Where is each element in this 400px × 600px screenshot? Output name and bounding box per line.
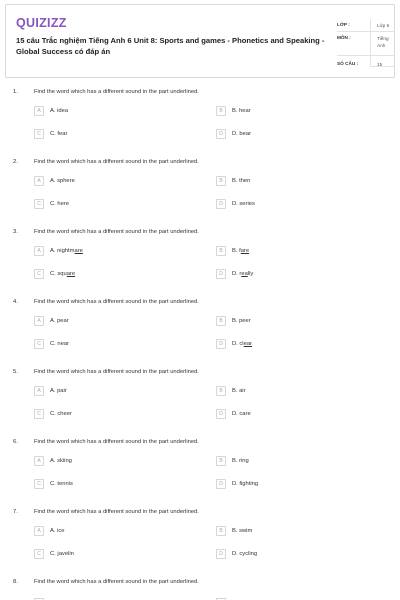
question-item bbox=[0, 439, 400, 507]
option-label bbox=[232, 108, 251, 114]
answer-option[interactable] bbox=[216, 526, 252, 536]
option-label bbox=[50, 551, 74, 557]
answer-option[interactable] bbox=[216, 549, 257, 559]
option-label bbox=[232, 201, 255, 207]
option-letter-badge: D bbox=[216, 269, 226, 279]
meta-table bbox=[337, 19, 395, 73]
option-letter-badge: D bbox=[216, 339, 226, 349]
option-label bbox=[232, 458, 249, 464]
question-number: 7. bbox=[13, 509, 18, 515]
option-letter-badge: A bbox=[34, 316, 44, 326]
option-label bbox=[232, 318, 251, 324]
answer-option[interactable] bbox=[216, 106, 251, 116]
option-label bbox=[232, 411, 251, 417]
option-letter-badge: C bbox=[34, 549, 44, 559]
question-prompt: Find the word which has a different sound in the part underlined. bbox=[34, 299, 199, 305]
option-text: C. javelin bbox=[50, 551, 74, 557]
option-text: B. hear bbox=[232, 108, 251, 114]
class-label: LỚP : bbox=[337, 22, 350, 27]
question-item bbox=[0, 299, 400, 367]
option-text: D. bear bbox=[232, 131, 252, 137]
answer-option[interactable] bbox=[34, 479, 73, 489]
option-letter-badge: B bbox=[216, 386, 226, 396]
answer-option[interactable] bbox=[34, 269, 75, 279]
option-letter-badge: D bbox=[216, 479, 226, 489]
meta-class-row bbox=[337, 19, 395, 32]
answer-option[interactable] bbox=[34, 129, 67, 139]
option-label bbox=[50, 271, 75, 277]
option-label bbox=[50, 131, 67, 137]
option-text: C. squ bbox=[50, 271, 67, 277]
option-text: C. here bbox=[50, 201, 70, 207]
option-text: A. skiing bbox=[50, 458, 72, 464]
subject-value: Tiếng Anh bbox=[370, 32, 395, 55]
underlined-part: are bbox=[240, 248, 250, 254]
quizizz-logo: QUIZIZZ bbox=[16, 16, 67, 30]
question-item bbox=[0, 159, 400, 227]
option-label bbox=[50, 341, 69, 347]
option-text: D. cl bbox=[232, 341, 244, 347]
option-label bbox=[50, 388, 67, 394]
meta-count-row bbox=[337, 56, 395, 73]
option-label bbox=[50, 411, 72, 417]
option-label bbox=[50, 248, 83, 254]
option-letter-badge: D bbox=[216, 549, 226, 559]
answer-option[interactable] bbox=[34, 316, 69, 326]
answer-option[interactable] bbox=[34, 549, 74, 559]
answer-option[interactable] bbox=[216, 456, 249, 466]
option-letter-badge: B bbox=[216, 316, 226, 326]
option-text: B. f bbox=[232, 248, 241, 254]
option-text: B. then bbox=[232, 178, 251, 184]
option-letter-badge: C bbox=[34, 269, 44, 279]
option-letter-badge: C bbox=[34, 479, 44, 489]
question-prompt: Find the word which has a different sound in the part underlined. bbox=[34, 369, 199, 375]
question-prompt: Find the word which has a different sound in the part underlined. bbox=[34, 509, 199, 515]
answer-option[interactable] bbox=[34, 246, 83, 256]
question-item bbox=[0, 229, 400, 297]
answer-option[interactable] bbox=[216, 339, 252, 349]
answer-option[interactable] bbox=[216, 176, 250, 186]
option-letter-badge: A bbox=[34, 456, 44, 466]
option-label bbox=[232, 178, 250, 184]
question-item bbox=[0, 509, 400, 577]
option-text: D. series bbox=[232, 201, 255, 207]
question-number: 8. bbox=[13, 579, 18, 585]
answer-option[interactable] bbox=[216, 386, 246, 396]
question-number: 3. bbox=[13, 229, 18, 235]
answer-option[interactable] bbox=[216, 479, 258, 489]
answer-option[interactable] bbox=[216, 129, 251, 139]
answer-option[interactable] bbox=[216, 199, 255, 209]
count-label: SỐ CÂU : bbox=[337, 61, 359, 66]
underlined-part: are bbox=[74, 248, 83, 254]
option-text: B. ring bbox=[232, 458, 249, 464]
question-number: 4. bbox=[13, 299, 18, 305]
option-label bbox=[50, 178, 75, 184]
class-value: Lớp 6 bbox=[370, 19, 395, 31]
option-letter-badge: A bbox=[34, 176, 44, 186]
option-text: B. air bbox=[232, 388, 246, 394]
option-text: D. fighting bbox=[232, 481, 259, 487]
answer-option[interactable] bbox=[34, 106, 68, 116]
option-text: C. cheer bbox=[50, 411, 72, 417]
subject-label: MÔN : bbox=[337, 35, 351, 40]
option-label bbox=[232, 341, 252, 347]
question-number: 1. bbox=[13, 89, 18, 95]
answer-option[interactable] bbox=[34, 339, 69, 349]
question-number: 2. bbox=[13, 159, 18, 165]
answer-option[interactable] bbox=[34, 386, 67, 396]
answer-option[interactable] bbox=[216, 246, 249, 256]
answer-option[interactable] bbox=[34, 526, 65, 536]
meta-subject-row bbox=[337, 32, 395, 56]
question-prompt: Find the word which has a different sound in the part underlined. bbox=[34, 579, 199, 585]
option-label bbox=[50, 318, 69, 324]
option-label bbox=[232, 388, 246, 394]
option-label bbox=[232, 481, 258, 487]
option-label bbox=[50, 481, 73, 487]
count-value: 15 bbox=[370, 56, 395, 67]
option-label bbox=[232, 528, 252, 534]
option-text: C. near bbox=[50, 341, 70, 347]
answer-option[interactable] bbox=[216, 409, 251, 419]
option-letter-badge: B bbox=[216, 246, 226, 256]
option-text: D. cycling bbox=[232, 551, 258, 557]
option-label bbox=[232, 551, 257, 557]
option-text: A. idea bbox=[50, 108, 69, 114]
option-label bbox=[50, 528, 65, 534]
option-label bbox=[232, 271, 253, 277]
answer-option[interactable] bbox=[216, 316, 251, 326]
option-letter-badge: B bbox=[216, 456, 226, 466]
question-item bbox=[0, 89, 400, 157]
option-text: A. nightm bbox=[50, 248, 75, 254]
answer-option[interactable] bbox=[34, 409, 72, 419]
option-text: A. ice bbox=[50, 528, 65, 534]
underlined-part: ear bbox=[243, 341, 252, 347]
question-number: 5. bbox=[13, 369, 18, 375]
option-letter-badge: C bbox=[34, 129, 44, 139]
option-letter-badge: C bbox=[34, 339, 44, 349]
option-letter-badge: D bbox=[216, 129, 226, 139]
option-letter-badge: B bbox=[216, 106, 226, 116]
option-letter-badge: D bbox=[216, 199, 226, 209]
option-letter-badge: A bbox=[34, 106, 44, 116]
option-text: C. fear bbox=[50, 131, 68, 137]
worksheet-header bbox=[5, 4, 395, 78]
option-letter-badge: A bbox=[34, 526, 44, 536]
answer-option[interactable] bbox=[34, 456, 72, 466]
option-text: B. peer bbox=[232, 318, 251, 324]
option-text: B. swim bbox=[232, 528, 253, 534]
underlined-part: are bbox=[66, 271, 76, 277]
answer-option[interactable] bbox=[216, 269, 253, 279]
option-label bbox=[50, 201, 69, 207]
answer-option[interactable] bbox=[34, 199, 69, 209]
option-letter-badge: C bbox=[34, 409, 44, 419]
question-prompt: Find the word which has a different sound in the part underlined. bbox=[34, 439, 199, 445]
option-text: D. care bbox=[232, 411, 251, 417]
option-text: A. sphere bbox=[50, 178, 75, 184]
option-letter-badge: A bbox=[34, 246, 44, 256]
question-prompt: Find the word which has a different sound in the part underlined. bbox=[34, 89, 199, 95]
option-label bbox=[232, 131, 251, 137]
question-number: 6. bbox=[13, 439, 18, 445]
question-item bbox=[0, 579, 400, 600]
option-label bbox=[50, 458, 72, 464]
option-letter-badge: C bbox=[34, 199, 44, 209]
option-label bbox=[232, 248, 249, 254]
option-letter-badge: D bbox=[216, 409, 226, 419]
option-label bbox=[50, 108, 68, 114]
question-prompt: Find the word which has a different sound in the part underlined. bbox=[34, 159, 199, 165]
question-prompt: Find the word which has a different sound in the part underlined. bbox=[34, 229, 199, 235]
option-text: C. tennis bbox=[50, 481, 73, 487]
option-text: D. r bbox=[232, 271, 242, 277]
answer-option[interactable] bbox=[34, 176, 75, 186]
option-text-tail: lly bbox=[247, 271, 254, 277]
option-letter-badge: B bbox=[216, 176, 226, 186]
underlined-part: ea bbox=[241, 271, 248, 277]
option-text: A. pair bbox=[50, 388, 67, 394]
option-letter-badge: B bbox=[216, 526, 226, 536]
worksheet-title: 15 câu Trắc nghiệm Tiếng Anh 6 Unit 8: Sports and games - Phonetics and Speaking - Global Success có đáp án bbox=[16, 36, 325, 56]
question-item bbox=[0, 369, 400, 437]
option-letter-badge: A bbox=[34, 386, 44, 396]
option-text: A. pear bbox=[50, 318, 69, 324]
